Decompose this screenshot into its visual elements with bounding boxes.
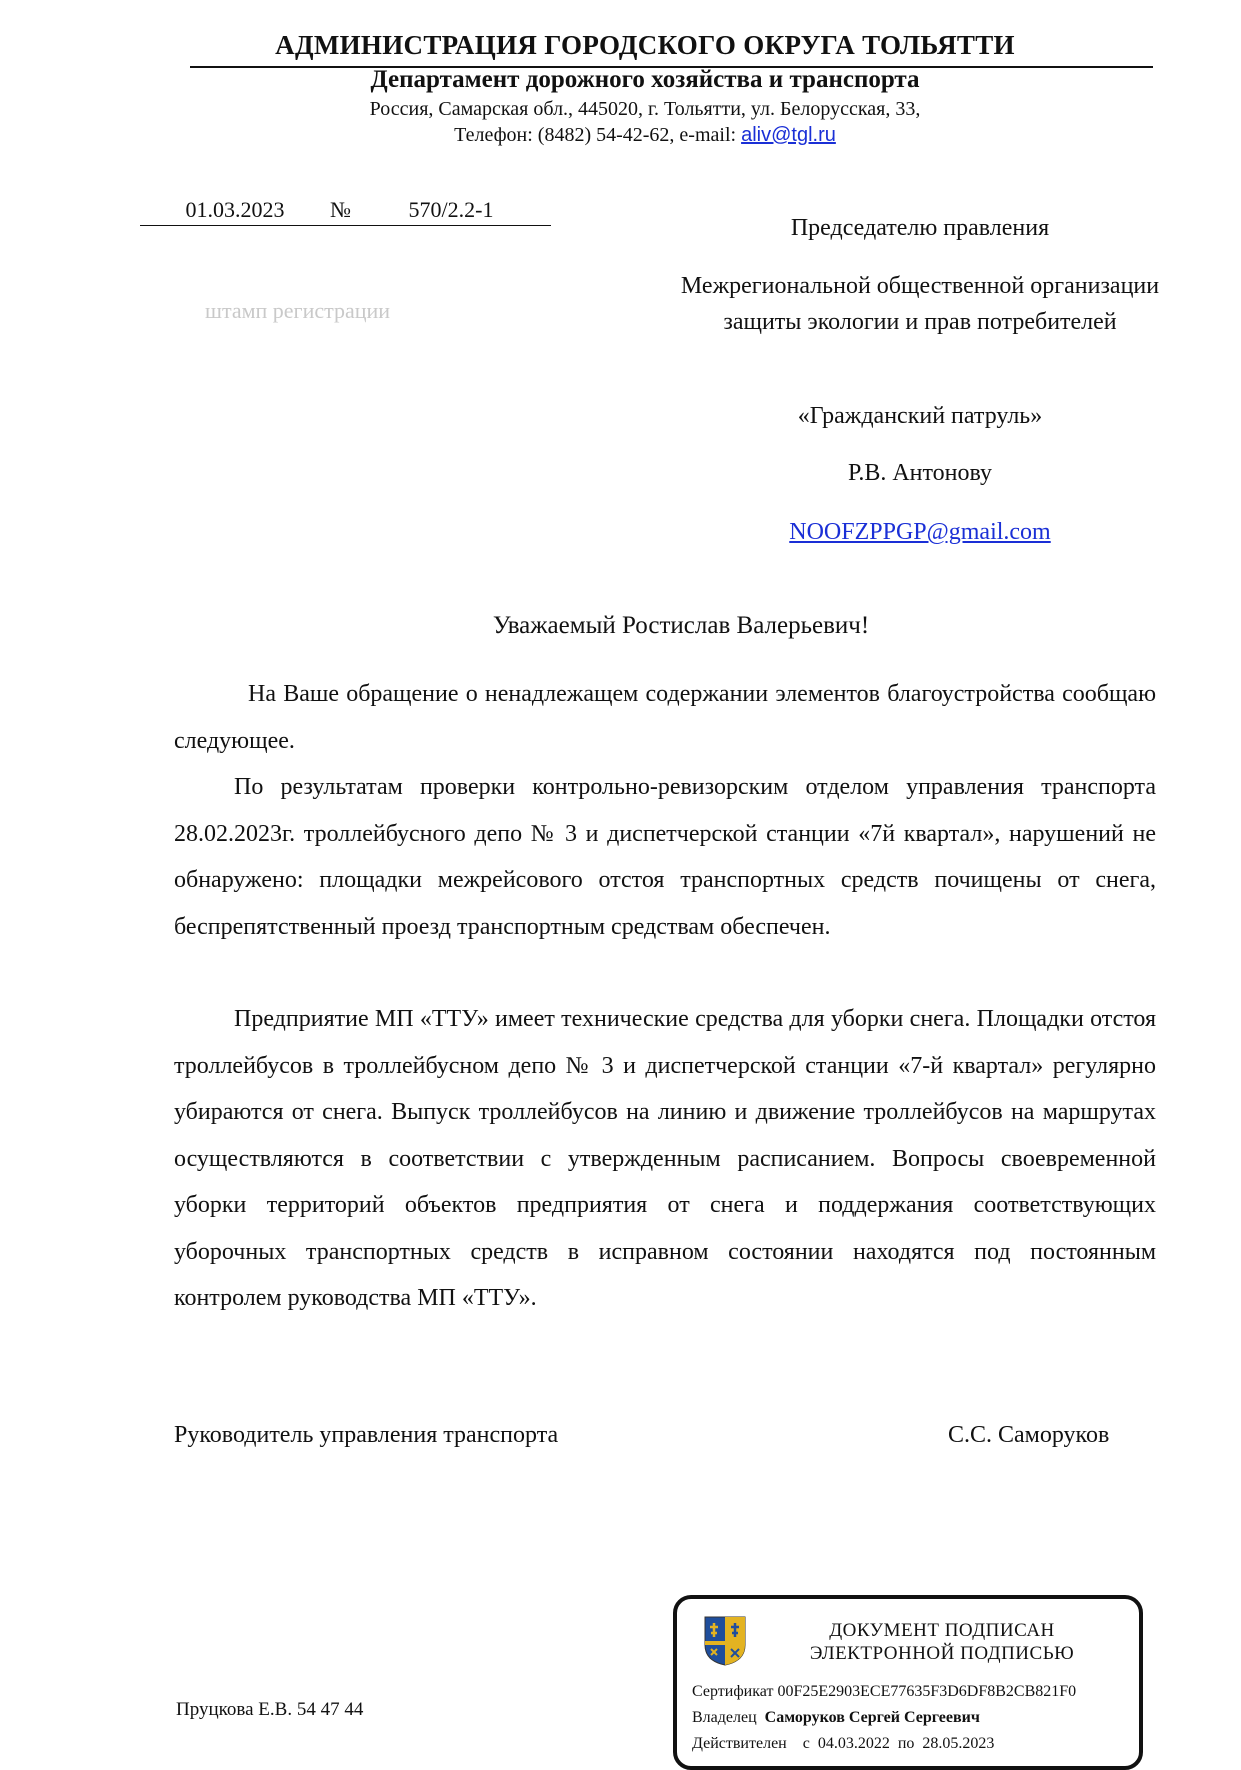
registration-date: 01.03.2023: [140, 197, 330, 226]
esign-cert-value: 00F25E2903ECE77635F3D6DF8B2CB821F0: [777, 1683, 1077, 1700]
esign-owner-value: Саморуков Сергей Сергеевич: [764, 1709, 980, 1726]
esign-title: [777, 1619, 1107, 1665]
org-contacts: [190, 124, 1100, 147]
signer-position: Руководитель управления транспорта: [174, 1422, 559, 1448]
addressee-line-2: Межрегиональной общественной организации защиты экологии и прав потребителей: [680, 273, 1160, 335]
registration-stamp-placeholder: штамп регистрации: [205, 298, 391, 323]
org-phone: Телефон: (8482) 54-42-62, e-mail:: [454, 124, 742, 146]
electronic-signature-stamp: [673, 1595, 1143, 1770]
esign-cert-label: Сертификат: [692, 1683, 774, 1700]
esign-title-line-1: ДОКУМЕНТ ПОДПИСАН: [829, 1620, 1055, 1641]
addressee-email-wrap: [660, 514, 1180, 550]
addressee-email-link[interactable]: NOOFZPPGP@gmail.com: [789, 519, 1051, 545]
salutation: Уважаемый Ростислав Валерьевич!: [492, 612, 870, 639]
org-email-link[interactable]: aliv@tgl.ru: [741, 124, 836, 146]
registration-number: 570/2.2-1: [351, 197, 551, 226]
esign-certificate: [692, 1683, 1076, 1701]
org-address: Россия, Самарская обл., 445020, г. Тольятти, ул. Белорусская, 33,: [369, 98, 921, 120]
esign-owner-label: Владелец: [692, 1709, 757, 1726]
esign-valid-to-label: по: [897, 1735, 915, 1752]
esign-validity: [692, 1735, 994, 1753]
addressee-line-1: Председателю правления: [790, 215, 1050, 241]
addressee-name: Р.В. Антонову: [847, 460, 993, 486]
paragraph-1: На Ваше обращение о ненадлежащем содержании элементов благоустройства сообщаю следующее.: [174, 681, 1156, 754]
coat-of-arms-icon: [703, 1615, 747, 1667]
esign-owner: [692, 1709, 980, 1727]
paragraph-3: Предприятие МП «ТТУ» имеет технические средства для уборки снега. Площадки отстоя троллейбусов в троллейбусном депо № 3 и диспетчерской станции «7-й квартал» регулярно убираются от снега. Выпуск троллейбусов на линию и движение троллейбусов на маршрутах осуществляются в соответствии с утвержденным расписанием. Вопросы своевременной уборки территорий объектов предприятия от снега и поддержания соответствующих уборочных транспортных средств в исправном состоянии находятся под постоянным контролем руководства МП «ТТУ».: [174, 1006, 1156, 1311]
paragraph-2: По результатам проверки контрольно-ревизорским отделом управления транспорта 28.02.2023г. троллейбусного депо № 3 и диспетчерской станции «7й квартал», нарушений не обнаружено: площадки межрейсового отстоя транспортных средств почищены от снега, беспрепятственный проезд транспортным средствам обеспечен.: [174, 774, 1156, 940]
registration-number-sign: №: [330, 197, 351, 226]
esign-valid-label: Действителен: [692, 1735, 787, 1752]
esign-valid-to: 28.05.2023: [922, 1735, 995, 1752]
signer-name: С.С. Саморуков: [948, 1422, 1110, 1448]
executor-info: Пруцкова Е.В. 54 47 44: [176, 1699, 364, 1720]
esign-valid-from: 04.03.2022: [817, 1735, 890, 1752]
department-title: Департамент дорожного хозяйства и транспорта: [370, 66, 920, 93]
esign-valid-from-label: с: [802, 1735, 810, 1752]
org-title: АДМИНИСТРАЦИЯ ГОРОДСКОГО ОКРУГА ТОЛЬЯТТИ: [275, 30, 1015, 60]
esign-title-line-2: ЭЛЕКТРОННОЙ ПОДПИСЬЮ: [809, 1643, 1075, 1664]
registration-line: [140, 197, 551, 226]
addressee-line-3: «Гражданский патруль»: [797, 403, 1043, 429]
